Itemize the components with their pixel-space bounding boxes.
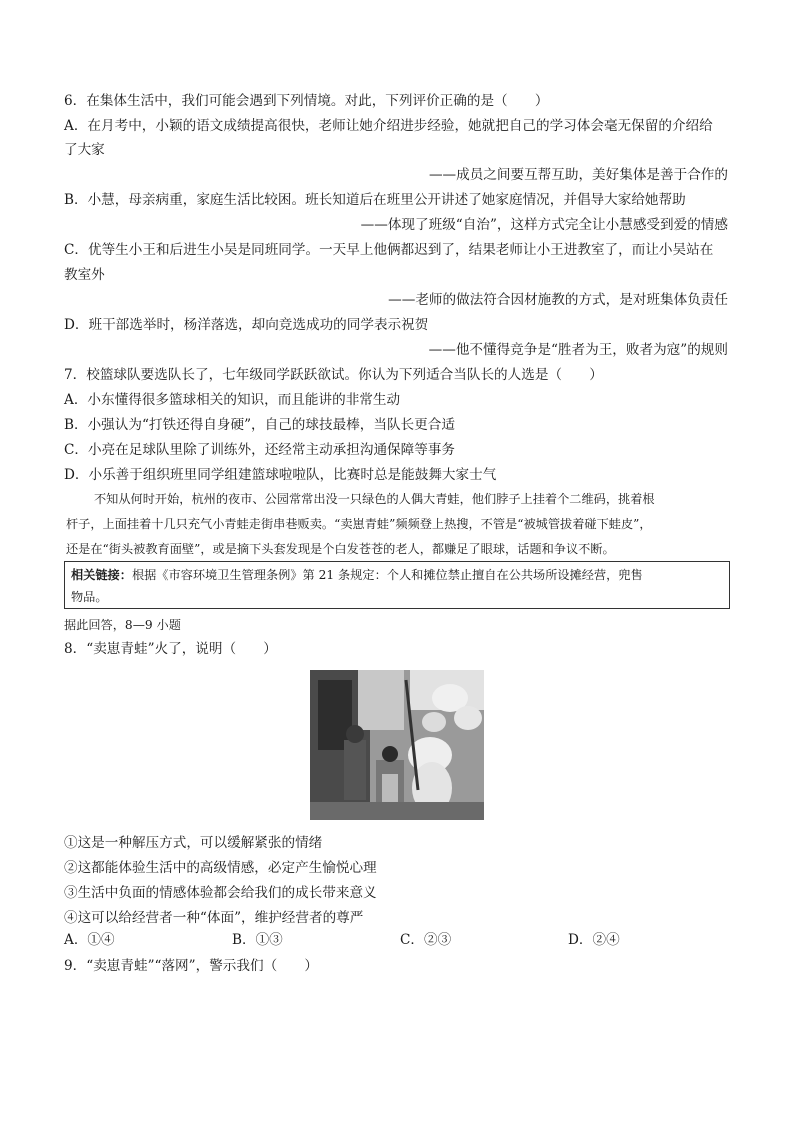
q7-stem: 7．校篮球队要选队长了，七年级同学跃跃欲试。你认为下列适合当队长的人选是（ ） [64, 367, 603, 383]
related-link-text: 根据《市容环境卫生管理条例》第 21 条规定：个人和摊位禁止擅自在公共场所设摊经营，兜售 [131, 568, 643, 582]
material-line-1: 不知从何时开始，杭州的夜市、公园常常出没一只绿色的人偶大青蛙，他们脖子上挂着个二维码，挑着根 [94, 492, 655, 506]
q7-option-b: B．小强认为“打铁还得自身硬”，自己的球技最棒，当队长更合适 [64, 417, 455, 433]
q8-statement-2: ②这都能体验生活中的高级情感，必定产生愉悦心理 [64, 860, 377, 876]
q8-stem: 8．“卖崽青蛙”火了，说明（ ） [64, 641, 277, 657]
q9-stem: 9．“卖崽青蛙”“落网”，警示我们（ ） [64, 958, 318, 974]
q8-statement-1: ①这是一种解压方式，可以缓解紧张的情绪 [64, 835, 323, 851]
photo-illustration [310, 670, 484, 820]
q6-option-b: B．小慧，母亲病重，家庭生活比较困。班长知道后在班里公开讲述了她家庭情况，并倡导大家给她帮助 [64, 192, 686, 208]
q7-option-c: C．小亮在足球队里除了训练外，还经常主动承担沟通保障等事务 [64, 442, 456, 458]
q6-option-d: D．班干部选举时，杨洋落选，却向竞选成功的同学表示祝贺 [64, 317, 429, 333]
q6-option-b-comment: ——体现了班级“自治”，这样方式完全让小慧感受到爱的情感 [360, 217, 728, 233]
related-link-box [64, 561, 730, 609]
q7-option-a: A．小东懂得很多篮球相关的知识，而且能讲的非常生动 [64, 392, 401, 408]
q6-option-c-comment: ——老师的做法符合因材施教的方式，是对班集体负责任 [388, 292, 728, 308]
frog-costume-photo [310, 670, 484, 820]
material-passage [66, 487, 730, 562]
q8-option-b: B．①③ [232, 932, 283, 948]
material-line-2: 杆子，上面挂着十几只充气小青蛙走街串巷贩卖。“卖崽青蛙”频频登上热搜，不管是“被城管拔着碰下蛙皮”， [66, 517, 652, 531]
q6-option-c-cont: 教室外 [64, 267, 105, 283]
related-link-label: 相关链接： [71, 568, 132, 582]
q8-option-c: C．②③ [400, 932, 452, 948]
q8-statement-4: ④这可以给经营者一种“体面”，维护经营者的尊严 [64, 910, 364, 926]
q6-option-c: C．优等生小王和后进生小吴是同班同学。一天早上他俩都迟到了，结果老师让小王进教室了，而让小吴站在 [64, 242, 714, 258]
q8-option-d: D．②④ [568, 932, 620, 948]
q6-stem: 6．在集体生活中，我们可能会遇到下列情境。对此，下列评价正确的是（ ） [64, 93, 549, 109]
related-link-text-cont: 物品。 [71, 590, 108, 604]
q6-option-d-comment: ——他不懂得竞争是“胜者为王，败者为寇”的规则 [428, 342, 728, 358]
q8-option-a: A．①④ [64, 932, 115, 948]
q6-option-a-comment: ——成员之间要互帮互助，美好集体是善于合作的 [428, 167, 728, 183]
q6-option-a-cont: 了大家 [64, 142, 105, 158]
instruction: 据此回答，8—9 小题 [64, 618, 181, 632]
q7-option-d: D．小乐善于组织班里同学组建篮球啦啦队，比赛时总是能鼓舞大家士气 [64, 467, 497, 483]
material-line-3: 还是在“街头被教育面壁”，或是摘下头套发现是个白发苍苍的老人，都赚足了眼球，话题和争议不断。 [66, 542, 615, 556]
q8-statement-3: ③生活中负面的情感体验都会给我们的成长带来意义 [64, 885, 377, 901]
q6-option-a: A．在月考中，小颖的语文成绩提高很快，老师让她介绍进步经验，她就把自己的学习体会毫无保留的介绍给 [64, 118, 713, 134]
